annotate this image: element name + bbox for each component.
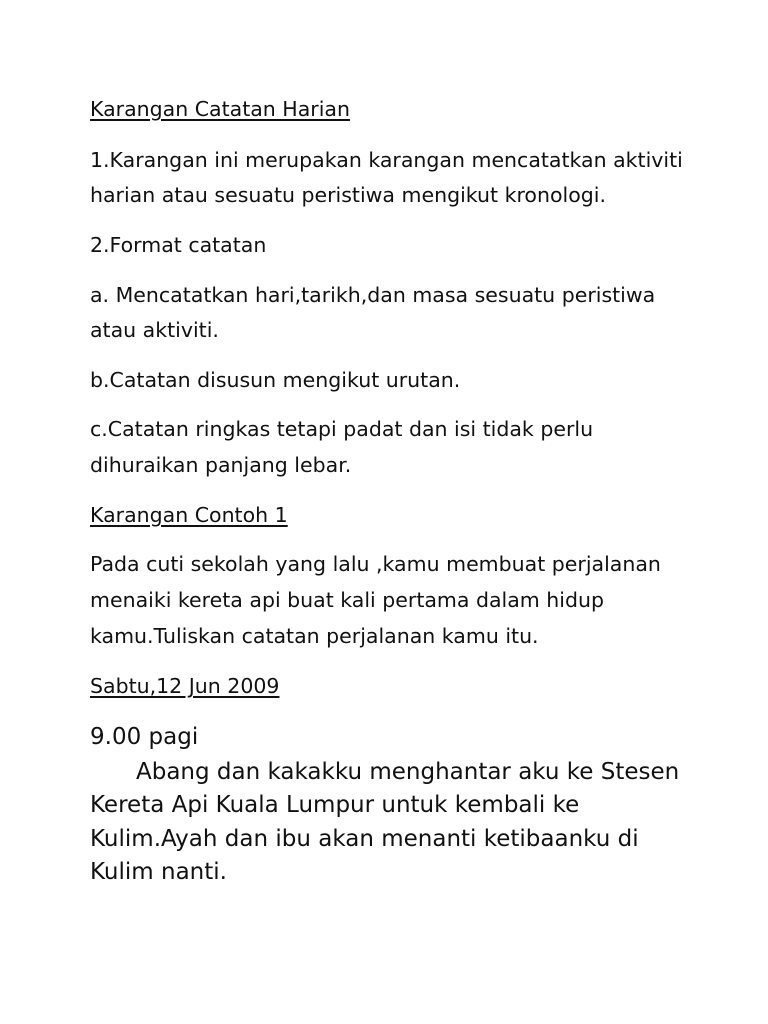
point-2-format-catatan: 2.Format catatan <box>90 233 267 257</box>
example-prompt-line-3: kamu.Tuliskan catatan perjalanan kamu itu. <box>90 624 539 648</box>
item-b: b.Catatan disusun mengikut urutan. <box>90 368 461 392</box>
point-1-line-1: 1.Karangan ini merupakan karangan mencatatkan aktiviti <box>90 148 683 172</box>
item-c-line-1: c.Catatan ringkas tetapi padat dan isi tidak perlu <box>90 417 594 441</box>
heading-karangan-catatan-harian: Karangan Catatan Harian <box>90 97 350 121</box>
item-a-line-1: a. Mencatatkan hari,tarikh,dan masa sesuatu peristiwa <box>90 283 656 307</box>
date-heading: Sabtu,12 Jun 2009 <box>90 674 280 698</box>
entry-line-1: Abang dan kakakku menghantar aku ke Stesen <box>136 759 680 785</box>
point-1-line-2: harian atau sesuatu peristiwa mengikut kronologi. <box>90 183 606 207</box>
entry-line-3: Kulim.Ayah dan ibu akan menanti ketibaanku di <box>90 826 639 852</box>
item-a-line-2: atau aktiviti. <box>90 318 219 342</box>
time-label: 9.00 pagi <box>90 724 199 750</box>
example-prompt-line-1: Pada cuti sekolah yang lalu ,kamu membuat perjalanan <box>90 552 661 576</box>
entry-line-2: Kereta Api Kuala Lumpur untuk kembali ke <box>90 792 580 818</box>
example-prompt-line-2: menaiki kereta api buat kali pertama dalam hidup <box>90 588 604 612</box>
heading-karangan-contoh-1: Karangan Contoh 1 <box>90 503 288 527</box>
item-c-line-2: dihuraikan panjang lebar. <box>90 453 352 477</box>
entry-line-4: Kulim nanti. <box>90 859 227 885</box>
